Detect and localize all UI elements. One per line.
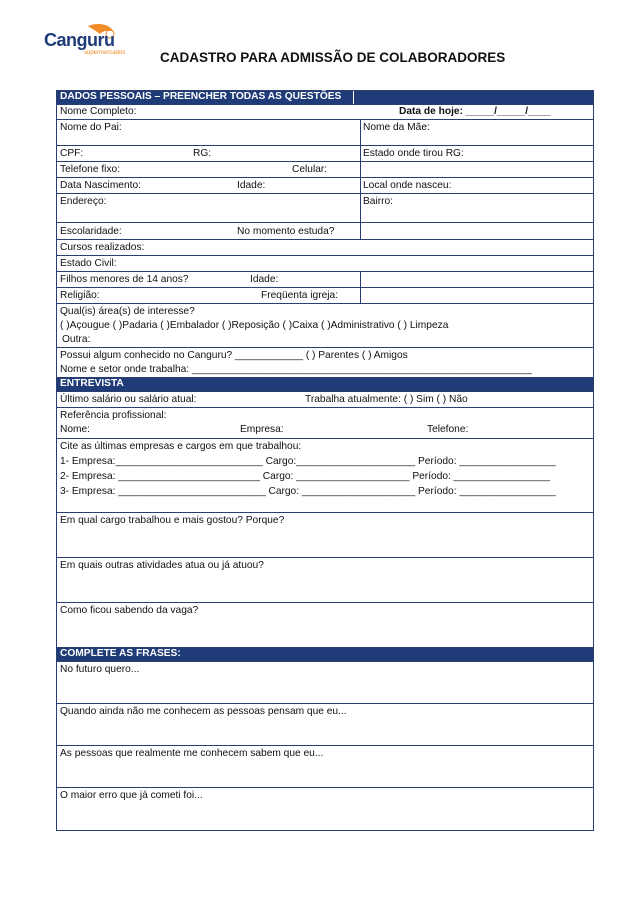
row-cargo-gostou[interactable] (57, 513, 593, 558)
label-cursos: Cursos realizados: (60, 242, 145, 253)
label-local-nascimento: Local onde nasceu: (363, 180, 452, 191)
label-referencia: Referência profissional: (60, 410, 167, 421)
label-telefone: Telefone fixo: (60, 164, 121, 175)
logo-subtitle: supermercados (84, 50, 126, 56)
label-cargo-gostou: Em qual cargo trabalhou e mais gostou? Porque? (60, 515, 285, 526)
label-frase-3: As pessoas que realmente me conhecem sabem que eu... (60, 748, 324, 759)
label-pai: Nome do Pai: (60, 122, 122, 133)
label-idade-filhos: Idade: (250, 274, 279, 285)
empresa-line-2: 2- Empresa: _________________________ Cargo: ____________________ Período: _________________ (60, 471, 551, 482)
row-frase-3[interactable] (57, 746, 593, 788)
label-estado-civil: Estado Civil: (60, 258, 117, 269)
section-title: DADOS PESSOAIS – PREENCHER TODAS AS QUESTÕES (60, 91, 342, 102)
label-salario: Último salário ou salário atual: (60, 394, 197, 405)
label-celular: Celular: (292, 164, 328, 175)
label-bairro: Bairro: (363, 196, 394, 207)
row-religiao[interactable] (57, 288, 593, 304)
row-cursos[interactable] (57, 240, 593, 256)
label-ultimas-empresas: Cite as últimas empresas e cargos em que trabalhou: (60, 441, 302, 452)
label-idade: Idade: (237, 180, 266, 191)
empresa-line-3: 3- Empresa: __________________________ Cargo: ____________________ Período: _________________ (60, 486, 556, 497)
label-religiao: Religião: (60, 290, 100, 301)
row-conhecido[interactable] (57, 348, 593, 378)
row-frase-4[interactable] (57, 788, 593, 830)
label-endereco: Endereço: (60, 196, 107, 207)
row-filhos[interactable] (57, 272, 593, 288)
label-outra: Outra: (62, 334, 91, 345)
row-nascimento[interactable] (57, 178, 593, 194)
label-ref-nome: Nome: (60, 424, 91, 435)
row-salario[interactable] (57, 392, 593, 408)
row-pais[interactable] (57, 120, 593, 146)
row-estado-civil[interactable] (57, 256, 593, 272)
label-setor: Nome e setor onde trabalha: ____________________________________________________________ (60, 364, 532, 375)
row-area-interesse[interactable] (57, 304, 593, 348)
label-filhos: Filhos menores de 14 anos? (60, 274, 189, 285)
label-nascimento: Data Nascimento: (60, 180, 141, 191)
section-header-personal (57, 91, 593, 105)
row-como-soube[interactable] (57, 603, 593, 648)
row-referencia[interactable] (57, 408, 593, 439)
page-title: CADASTRO PARA ADMISSÃO DE COLABORADORES (160, 50, 506, 65)
row-nome[interactable] (57, 105, 593, 120)
label-como-soube: Como ficou sabendo da vaga? (60, 605, 199, 616)
area-options: ( )Açougue ( )Padaria ( )Embalador ( )Reposição ( )Caixa ( )Administrativo ( ) Limpeza (60, 320, 449, 331)
empresa-line-1: 1- Empresa:__________________________ Cargo:_____________________ Período: _________________ (60, 456, 556, 467)
label-frase-2: Quando ainda não me conhecem as pessoas pensam que eu... (60, 706, 347, 717)
label-data-hoje: Data de hoje: _____/_____/____ (399, 106, 551, 117)
label-outras-atividades: Em quais outras atividades atua ou já atuou? (60, 560, 264, 571)
admission-form (56, 90, 594, 831)
label-escolaridade: Escolaridade: (60, 226, 122, 237)
label-frase-1: No futuro quero... (60, 664, 140, 675)
label-area-interesse: Qual(is) área(s) de interesse? (60, 306, 195, 317)
label-rg: RG: (193, 148, 212, 159)
row-documentos[interactable] (57, 146, 593, 162)
label-mae: Nome da Mãe: (363, 122, 430, 133)
section-header-frases (57, 648, 593, 662)
section-title: COMPLETE AS FRASES: (60, 648, 181, 659)
logo-name: Canguru (44, 30, 115, 50)
label-estuda: No momento estuda? (237, 226, 335, 237)
label-igreja: Freqüenta igreja: (261, 290, 339, 301)
label-estado-rg: Estado onde tirou RG: (363, 148, 464, 159)
label-ref-telefone: Telefone: (427, 424, 469, 435)
row-ultimas-empresas[interactable] (57, 439, 593, 513)
section-title: ENTREVISTA (60, 378, 124, 389)
row-frase-1[interactable] (57, 662, 593, 704)
label-trabalha-atualmente: Trabalha atualmente: ( ) Sim ( ) Não (305, 394, 468, 405)
row-endereco[interactable] (57, 194, 593, 223)
label-cpf: CPF: (60, 148, 84, 159)
label-nome: Nome Completo: (60, 106, 137, 117)
row-telefones[interactable] (57, 162, 593, 178)
row-escolaridade[interactable] (57, 223, 593, 240)
row-outras-atividades[interactable] (57, 558, 593, 603)
label-frase-4: O maior erro que já cometi foi... (60, 790, 203, 801)
label-ref-empresa: Empresa: (240, 424, 284, 435)
row-frase-2[interactable] (57, 704, 593, 746)
section-header-entrevista (57, 378, 593, 392)
label-conhecido: Possui algum conhecido no Canguru? ____________ ( ) Parentes ( ) Amigos (60, 350, 408, 361)
